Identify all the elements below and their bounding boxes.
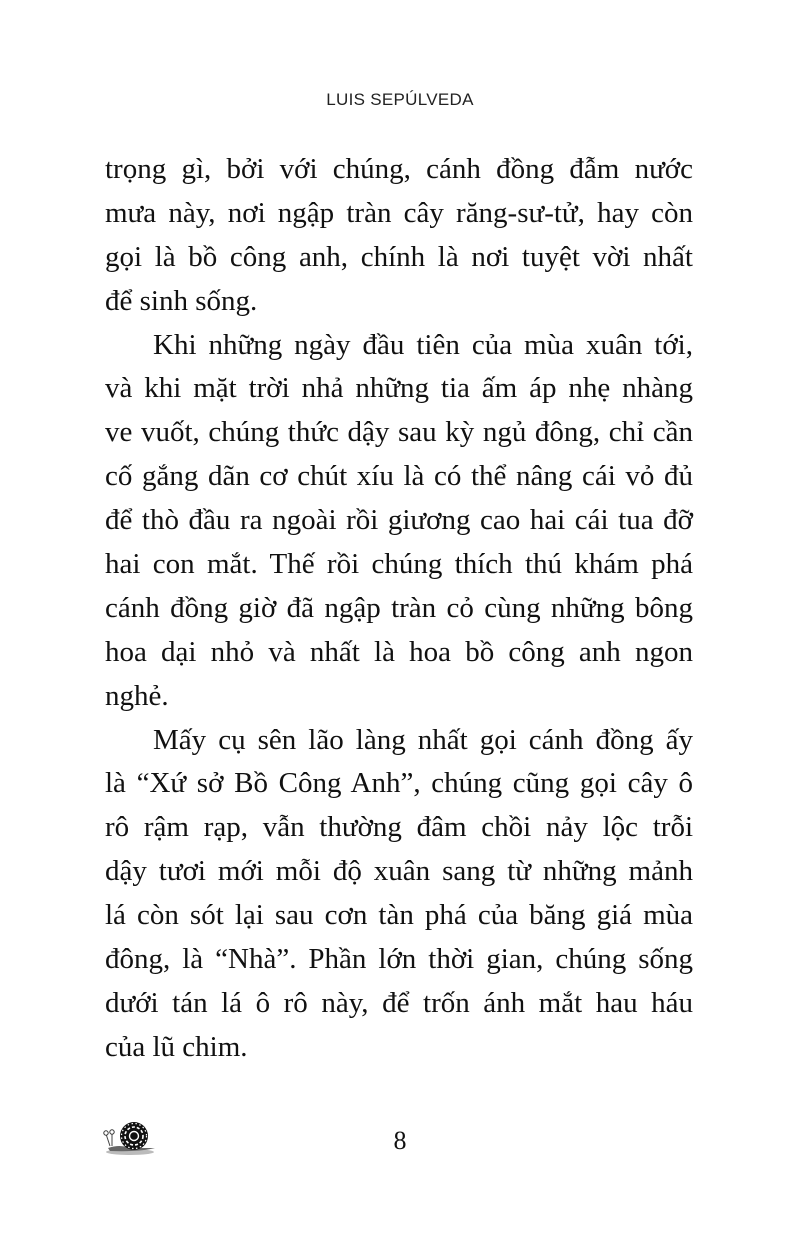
body-text <box>105 148 693 1070</box>
text-line: nghẻ. <box>105 679 169 712</box>
text-line: lá còn sót lại sau cơn tàn phá của băng giá mùa <box>105 899 693 932</box>
text-line: hai con mắt. Thế rồi chúng thích thú khám phá <box>105 548 693 581</box>
text-line: dậy tươi mới mỗi độ xuân sang từ những mảnh <box>105 855 693 888</box>
text-line: rô rậm rạp, vẫn thường đâm chồi nảy lộc trỗi <box>105 811 693 844</box>
text-line: dưới tán lá ô rô này, để trốn ánh mắt hau háu <box>105 986 693 1019</box>
text-line: Mấy cụ sên lão làng nhất gọi cánh đồng ấy <box>153 723 693 756</box>
page-number: 8 <box>393 1126 407 1155</box>
text-line: đông, là “Nhà”. Phần lớn thời gian, chúng sống <box>105 943 693 976</box>
text-line: hoa dại nhỏ và nhất là hoa bồ công anh ngon <box>105 635 693 668</box>
text-line: cánh đồng giờ đã ngập tràn cỏ cùng những bông <box>105 591 693 624</box>
text-line: ve vuốt, chúng thức dậy sau kỳ ngủ đông, chỉ cần <box>105 416 693 449</box>
text-line: Khi những ngày đầu tiên của mùa xuân tới, <box>153 328 693 361</box>
text-line: để sinh sống. <box>105 284 258 317</box>
text-line: của lũ chim. <box>105 1030 248 1063</box>
text-line: cố gắng dãn cơ chút xíu là có thể nâng cái vỏ đủ <box>105 460 693 493</box>
text-line: để thò đầu ra ngoài rồi giương cao hai cái tua đỡ <box>105 504 693 537</box>
text-line: và khi mặt trời nhả những tia ấm áp nhẹ nhàng <box>105 372 693 405</box>
text-line: trọng gì, bởi với chúng, cánh đồng đẫm nước <box>105 153 693 185</box>
text-line: gọi là bồ công anh, chính là nơi tuyệt vời nhất <box>105 240 693 273</box>
text-line: mưa này, nơi ngập tràn cây răng-sư-tử, hay còn <box>105 196 693 229</box>
text-line: là “Xứ sở Bồ Công Anh”, chúng cũng gọi cây ô <box>105 767 693 800</box>
snail-icon <box>100 1118 160 1158</box>
running-header: LUIS SEPÚLVEDA <box>326 90 474 109</box>
